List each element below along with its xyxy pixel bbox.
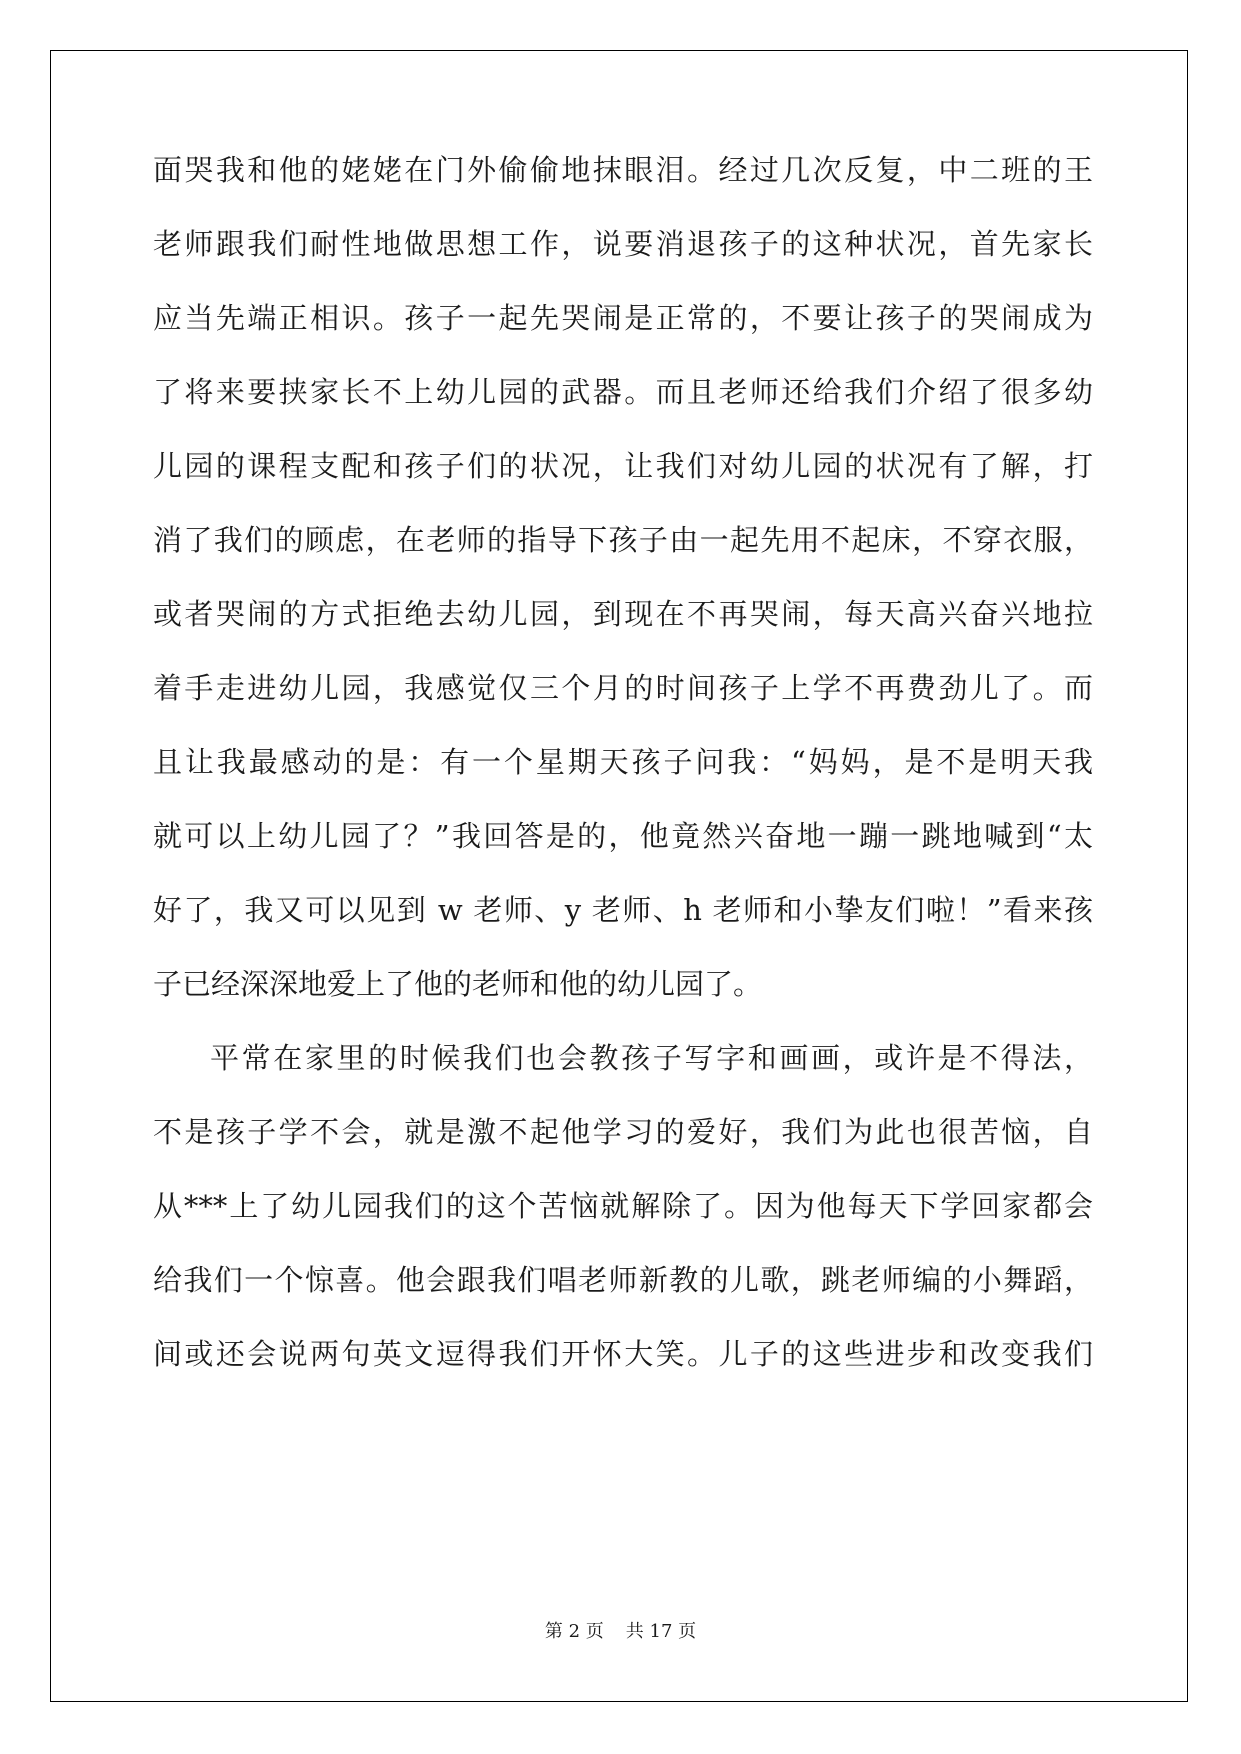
text-line: 从***上了幼儿园我们的这个苦恼就解除了。因为他每天下学回家都会 <box>153 1189 1093 1223</box>
text-line: 间或还会说两句英文逗得我们开怀大笑。儿子的这些进步和改变我们 <box>153 1337 1093 1371</box>
text-line: 应当先端正相识。孩子一起先哭闹是正常的，不要让孩子的哭闹成为 <box>153 301 1093 335</box>
page-footer <box>0 1620 1241 1644</box>
text-line: 面哭我和他的姥姥在门外偷偷地抹眼泪。经过几次反复，中二班的王 <box>153 153 1093 187</box>
text-line: 给我们一个惊喜。他会跟我们唱老师新教的儿歌，跳老师编的小舞蹈， <box>153 1263 1093 1297</box>
text-line: 不是孩子学不会，就是激不起他学习的爱好，我们为此也很苦恼，自 <box>153 1115 1093 1149</box>
text-line: 消了我们的顾虑，在老师的指导下孩子由一起先用不起床，不穿衣服， <box>153 523 1093 557</box>
text-line: 了将来要挟家长不上幼儿园的武器。而且老师还给我们介绍了很多幼 <box>153 375 1093 409</box>
text-line: 着手走进幼儿园，我感觉仅三个月的时间孩子上学不再费劲儿了。而 <box>153 671 1093 705</box>
text-line: 老师跟我们耐性地做思想工作，说要消退孩子的这种状况，首先家长 <box>153 227 1093 261</box>
page-total: 共 17 页 <box>625 1621 697 1642</box>
text-line: 或者哭闹的方式拒绝去幼儿园，到现在不再哭闹，每天高兴奋兴地拉 <box>153 597 1093 631</box>
text-line: 就可以上幼儿园了？”我回答是的，他竟然兴奋地一蹦一跳地喊到“太 <box>153 819 1093 853</box>
page-number: 第 2 页 <box>544 1621 604 1642</box>
text-line: 好了，我又可以见到 w 老师、y 老师、h 老师和小挚友们啦！”看来孩 <box>153 893 1093 927</box>
text-line: 子已经深深地爱上了他的老师和他的幼儿园了。 <box>153 967 763 1001</box>
text-line: 且让我最感动的是：有一个星期天孩子问我：“妈妈，是不是明天我 <box>153 745 1093 779</box>
text-line: 儿园的课程支配和孩子们的状况，让我们对幼儿园的状况有了解，打 <box>153 449 1093 483</box>
text-line: 平常在家里的时候我们也会教孩子写字和画画，或许是不得法， <box>210 1041 1093 1075</box>
